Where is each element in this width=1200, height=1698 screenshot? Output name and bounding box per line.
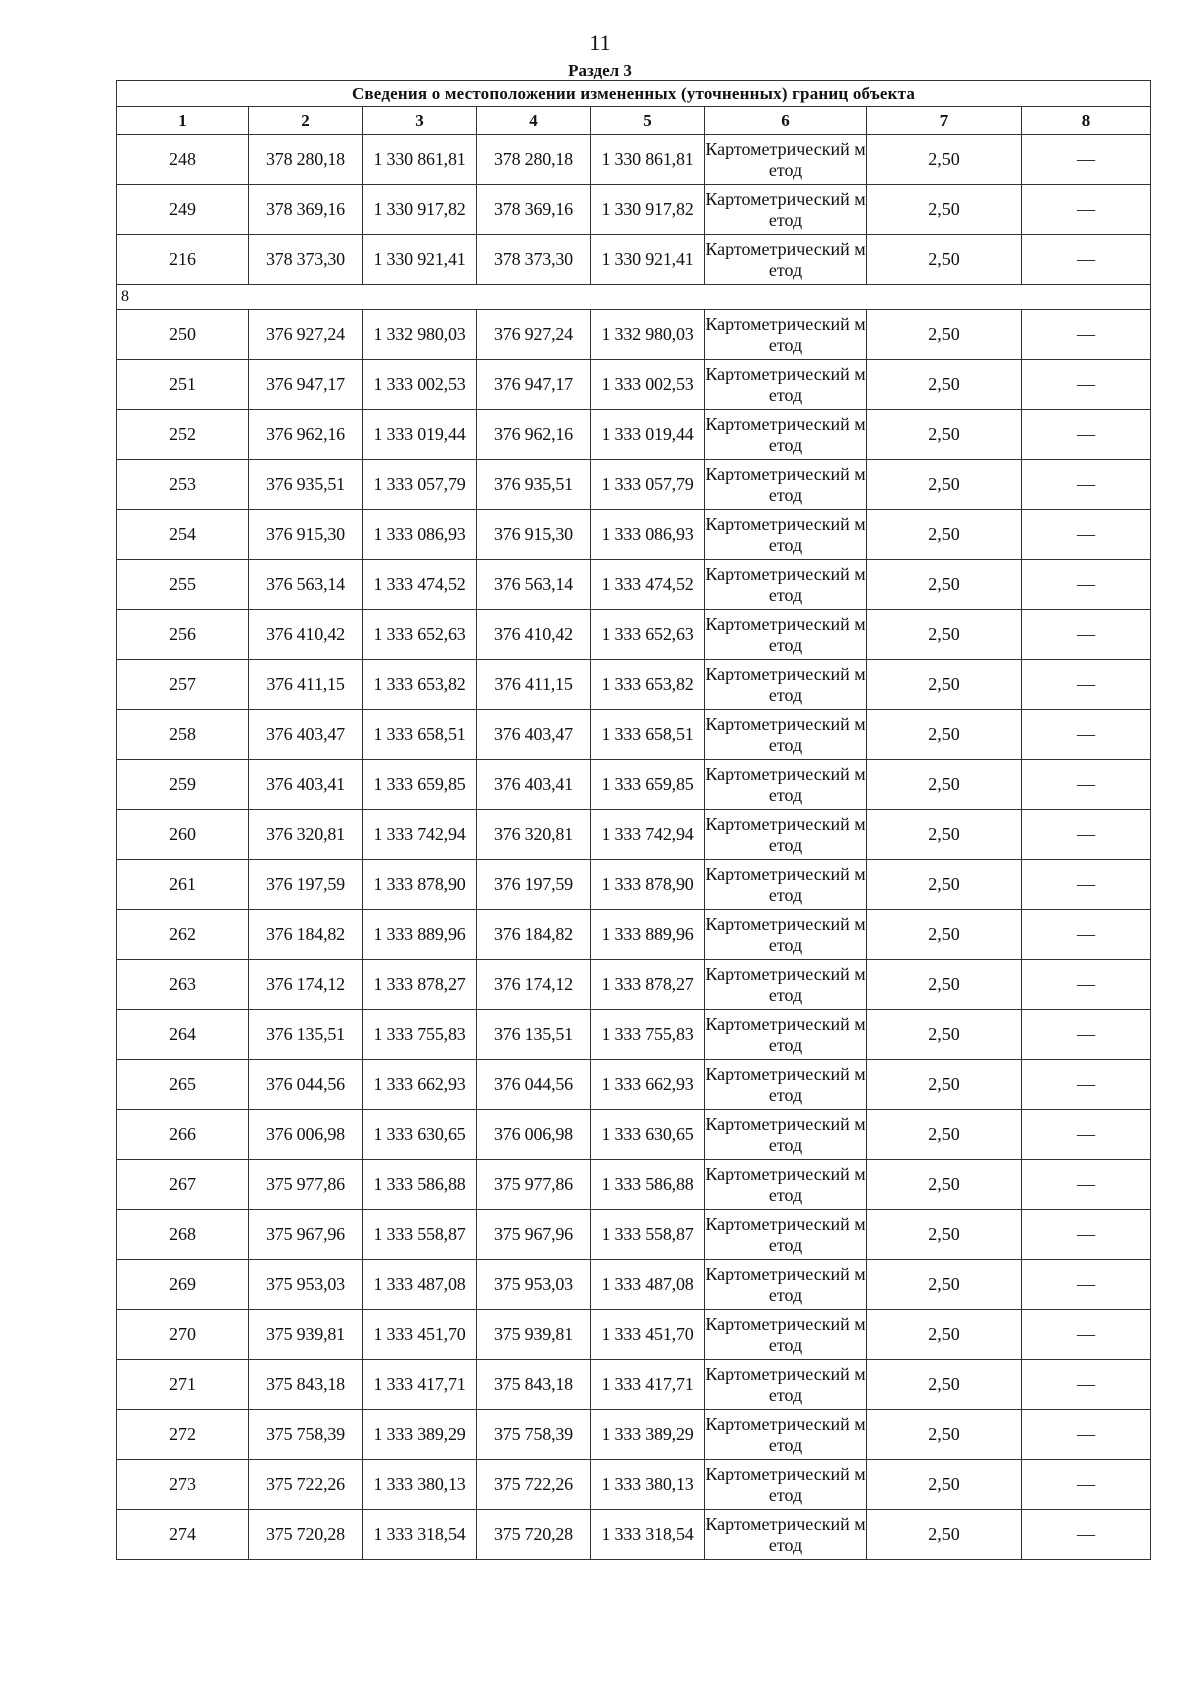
table-row bbox=[117, 1410, 1151, 1460]
method-cell: Картометрический метод bbox=[705, 910, 867, 960]
refined-y-cell: 1 333 086,93 bbox=[591, 510, 705, 560]
refined-y-cell: 1 333 653,82 bbox=[591, 660, 705, 710]
refined-x-cell: 375 939,81 bbox=[477, 1310, 591, 1360]
point-number-cell: 264 bbox=[117, 1010, 249, 1060]
note-cell: — bbox=[1022, 1210, 1151, 1260]
existing-y-cell: 1 333 380,13 bbox=[363, 1460, 477, 1510]
note-cell: — bbox=[1022, 560, 1151, 610]
existing-x-cell: 378 280,18 bbox=[249, 135, 363, 185]
existing-x-cell: 376 927,24 bbox=[249, 310, 363, 360]
table-row bbox=[117, 135, 1151, 185]
method-cell: Картометрический метод bbox=[705, 610, 867, 660]
note-cell: — bbox=[1022, 660, 1151, 710]
method-cell: Картометрический метод bbox=[705, 410, 867, 460]
method-cell: Картометрический метод bbox=[705, 1310, 867, 1360]
page-number: 11 bbox=[589, 30, 611, 55]
refined-y-cell: 1 333 586,88 bbox=[591, 1160, 705, 1210]
method-cell: Картометрический метод bbox=[705, 960, 867, 1010]
table-row bbox=[117, 660, 1151, 710]
table-row bbox=[117, 360, 1151, 410]
column-number: 4 bbox=[477, 107, 591, 135]
point-number-cell: 250 bbox=[117, 310, 249, 360]
note-cell: — bbox=[1022, 760, 1151, 810]
column-number: 1 bbox=[117, 107, 249, 135]
refined-x-cell: 376 135,51 bbox=[477, 1010, 591, 1060]
method-cell: Картометрический метод bbox=[705, 1210, 867, 1260]
point-number-cell: 256 bbox=[117, 610, 249, 660]
refined-x-cell: 375 843,18 bbox=[477, 1360, 591, 1410]
note-cell: — bbox=[1022, 460, 1151, 510]
table-row bbox=[117, 1310, 1151, 1360]
refined-x-cell: 376 962,16 bbox=[477, 410, 591, 460]
table-row bbox=[117, 1060, 1151, 1110]
existing-x-cell: 376 403,47 bbox=[249, 710, 363, 760]
note-cell: — bbox=[1022, 860, 1151, 910]
refined-x-cell: 376 174,12 bbox=[477, 960, 591, 1010]
table-row bbox=[117, 760, 1151, 810]
existing-y-cell: 1 332 980,03 bbox=[363, 310, 477, 360]
point-number-cell: 266 bbox=[117, 1110, 249, 1160]
note-cell: — bbox=[1022, 1160, 1151, 1210]
refined-y-cell: 1 333 558,87 bbox=[591, 1210, 705, 1260]
table-row bbox=[117, 510, 1151, 560]
method-cell: Картометрический метод bbox=[705, 1010, 867, 1060]
existing-y-cell: 1 333 417,71 bbox=[363, 1360, 477, 1410]
note-cell: — bbox=[1022, 410, 1151, 460]
table-body bbox=[117, 135, 1151, 1560]
refined-x-cell: 376 403,41 bbox=[477, 760, 591, 810]
existing-x-cell: 376 197,59 bbox=[249, 860, 363, 910]
refined-x-cell: 376 927,24 bbox=[477, 310, 591, 360]
existing-y-cell: 1 333 086,93 bbox=[363, 510, 477, 560]
note-cell: — bbox=[1022, 310, 1151, 360]
refined-x-cell: 376 006,98 bbox=[477, 1110, 591, 1160]
refined-x-cell: 376 320,81 bbox=[477, 810, 591, 860]
existing-y-cell: 1 333 019,44 bbox=[363, 410, 477, 460]
note-cell: — bbox=[1022, 960, 1151, 1010]
boundary-coordinates-table bbox=[116, 80, 1151, 1560]
existing-y-cell: 1 333 755,83 bbox=[363, 1010, 477, 1060]
precision-cell: 2,50 bbox=[867, 610, 1022, 660]
table-row bbox=[117, 710, 1151, 760]
precision-cell: 2,50 bbox=[867, 1210, 1022, 1260]
method-cell: Картометрический метод bbox=[705, 235, 867, 285]
existing-x-cell: 376 135,51 bbox=[249, 1010, 363, 1060]
point-number-cell: 262 bbox=[117, 910, 249, 960]
refined-x-cell: 376 184,82 bbox=[477, 910, 591, 960]
existing-x-cell: 376 411,15 bbox=[249, 660, 363, 710]
existing-y-cell: 1 333 878,27 bbox=[363, 960, 477, 1010]
point-number-cell: 261 bbox=[117, 860, 249, 910]
existing-x-cell: 376 320,81 bbox=[249, 810, 363, 860]
precision-cell: 2,50 bbox=[867, 185, 1022, 235]
existing-x-cell: 375 720,28 bbox=[249, 1510, 363, 1560]
point-number-cell: 274 bbox=[117, 1510, 249, 1560]
precision-cell: 2,50 bbox=[867, 760, 1022, 810]
precision-cell: 2,50 bbox=[867, 1010, 1022, 1060]
point-number-cell: 255 bbox=[117, 560, 249, 610]
table-row bbox=[117, 1010, 1151, 1060]
table-row bbox=[117, 1360, 1151, 1410]
refined-x-cell: 378 369,16 bbox=[477, 185, 591, 235]
precision-cell: 2,50 bbox=[867, 560, 1022, 610]
table-row bbox=[117, 1160, 1151, 1210]
existing-x-cell: 375 953,03 bbox=[249, 1260, 363, 1310]
point-number-cell: 273 bbox=[117, 1460, 249, 1510]
existing-x-cell: 376 563,14 bbox=[249, 560, 363, 610]
refined-y-cell: 1 333 417,71 bbox=[591, 1360, 705, 1410]
refined-y-cell: 1 330 861,81 bbox=[591, 135, 705, 185]
point-number-cell: 259 bbox=[117, 760, 249, 810]
table-caption: Сведения о местоположении измененных (уточненных) границ объекта bbox=[117, 81, 1151, 107]
precision-cell: 2,50 bbox=[867, 1510, 1022, 1560]
refined-x-cell: 376 044,56 bbox=[477, 1060, 591, 1110]
table-row bbox=[117, 1110, 1151, 1160]
method-cell: Картометрический метод bbox=[705, 710, 867, 760]
note-cell: — bbox=[1022, 1360, 1151, 1410]
note-cell: — bbox=[1022, 810, 1151, 860]
method-cell: Картометрический метод bbox=[705, 185, 867, 235]
existing-y-cell: 1 333 742,94 bbox=[363, 810, 477, 860]
refined-x-cell: 375 722,26 bbox=[477, 1460, 591, 1510]
section-title: Раздел 3 bbox=[568, 61, 632, 80]
method-cell: Картометрический метод bbox=[705, 135, 867, 185]
point-number-cell: 265 bbox=[117, 1060, 249, 1110]
point-number-cell: 257 bbox=[117, 660, 249, 710]
method-cell: Картометрический метод bbox=[705, 1360, 867, 1410]
existing-y-cell: 1 333 558,87 bbox=[363, 1210, 477, 1260]
note-cell: — bbox=[1022, 1310, 1151, 1360]
table-row bbox=[117, 1260, 1151, 1310]
refined-y-cell: 1 333 474,52 bbox=[591, 560, 705, 610]
existing-y-cell: 1 333 889,96 bbox=[363, 910, 477, 960]
table-row bbox=[117, 560, 1151, 610]
refined-y-cell: 1 333 659,85 bbox=[591, 760, 705, 810]
refined-x-cell: 376 915,30 bbox=[477, 510, 591, 560]
note-cell: — bbox=[1022, 235, 1151, 285]
note-cell: — bbox=[1022, 610, 1151, 660]
refined-x-cell: 376 935,51 bbox=[477, 460, 591, 510]
point-number-cell: 258 bbox=[117, 710, 249, 760]
existing-x-cell: 375 967,96 bbox=[249, 1210, 363, 1260]
table-row bbox=[117, 1510, 1151, 1560]
method-cell: Картометрический метод bbox=[705, 1510, 867, 1560]
method-cell: Картометрический метод bbox=[705, 460, 867, 510]
precision-cell: 2,50 bbox=[867, 960, 1022, 1010]
note-cell: — bbox=[1022, 1510, 1151, 1560]
table-row bbox=[117, 310, 1151, 360]
existing-y-cell: 1 330 861,81 bbox=[363, 135, 477, 185]
existing-x-cell: 376 947,17 bbox=[249, 360, 363, 410]
note-cell: — bbox=[1022, 1010, 1151, 1060]
note-cell: — bbox=[1022, 1460, 1151, 1510]
precision-cell: 2,50 bbox=[867, 1110, 1022, 1160]
table-row bbox=[117, 860, 1151, 910]
point-number-cell: 248 bbox=[117, 135, 249, 185]
precision-cell: 2,50 bbox=[867, 1360, 1022, 1410]
existing-x-cell: 376 184,82 bbox=[249, 910, 363, 960]
note-cell: — bbox=[1022, 910, 1151, 960]
existing-x-cell: 376 915,30 bbox=[249, 510, 363, 560]
refined-x-cell: 375 953,03 bbox=[477, 1260, 591, 1310]
existing-x-cell: 375 843,18 bbox=[249, 1360, 363, 1410]
existing-x-cell: 375 977,86 bbox=[249, 1160, 363, 1210]
existing-y-cell: 1 333 658,51 bbox=[363, 710, 477, 760]
refined-y-cell: 1 333 451,70 bbox=[591, 1310, 705, 1360]
point-number-cell: 271 bbox=[117, 1360, 249, 1410]
precision-cell: 2,50 bbox=[867, 860, 1022, 910]
existing-x-cell: 378 373,30 bbox=[249, 235, 363, 285]
existing-y-cell: 1 333 057,79 bbox=[363, 460, 477, 510]
point-number-cell: 269 bbox=[117, 1260, 249, 1310]
method-cell: Картометрический метод bbox=[705, 560, 867, 610]
point-number-cell: 260 bbox=[117, 810, 249, 860]
refined-y-cell: 1 330 917,82 bbox=[591, 185, 705, 235]
refined-x-cell: 375 720,28 bbox=[477, 1510, 591, 1560]
method-cell: Картометрический метод bbox=[705, 1160, 867, 1210]
table-row bbox=[117, 810, 1151, 860]
refined-y-cell: 1 333 002,53 bbox=[591, 360, 705, 410]
note-cell: — bbox=[1022, 1260, 1151, 1310]
table-row bbox=[117, 410, 1151, 460]
table-row bbox=[117, 1460, 1151, 1510]
existing-y-cell: 1 333 662,93 bbox=[363, 1060, 477, 1110]
method-cell: Картометрический метод bbox=[705, 510, 867, 560]
existing-x-cell: 376 935,51 bbox=[249, 460, 363, 510]
table-row bbox=[117, 960, 1151, 1010]
point-number-cell: 263 bbox=[117, 960, 249, 1010]
existing-y-cell: 1 333 652,63 bbox=[363, 610, 477, 660]
contour-number: 8 bbox=[117, 285, 1151, 310]
refined-x-cell: 378 373,30 bbox=[477, 235, 591, 285]
refined-y-cell: 1 332 980,03 bbox=[591, 310, 705, 360]
refined-y-cell: 1 333 019,44 bbox=[591, 410, 705, 460]
existing-x-cell: 376 006,98 bbox=[249, 1110, 363, 1160]
precision-cell: 2,50 bbox=[867, 710, 1022, 760]
refined-x-cell: 376 947,17 bbox=[477, 360, 591, 410]
refined-y-cell: 1 333 755,83 bbox=[591, 1010, 705, 1060]
point-number-cell: 253 bbox=[117, 460, 249, 510]
method-cell: Картометрический метод bbox=[705, 1260, 867, 1310]
refined-y-cell: 1 333 878,27 bbox=[591, 960, 705, 1010]
method-cell: Картометрический метод bbox=[705, 860, 867, 910]
existing-y-cell: 1 333 474,52 bbox=[363, 560, 477, 610]
existing-y-cell: 1 333 878,90 bbox=[363, 860, 477, 910]
note-cell: — bbox=[1022, 710, 1151, 760]
precision-cell: 2,50 bbox=[867, 410, 1022, 460]
refined-x-cell: 375 967,96 bbox=[477, 1210, 591, 1260]
note-cell: — bbox=[1022, 135, 1151, 185]
existing-x-cell: 375 939,81 bbox=[249, 1310, 363, 1360]
column-number: 6 bbox=[705, 107, 867, 135]
refined-y-cell: 1 333 630,65 bbox=[591, 1110, 705, 1160]
column-number: 2 bbox=[249, 107, 363, 135]
existing-y-cell: 1 333 487,08 bbox=[363, 1260, 477, 1310]
existing-y-cell: 1 333 389,29 bbox=[363, 1410, 477, 1460]
table-row bbox=[117, 460, 1151, 510]
note-cell: — bbox=[1022, 185, 1151, 235]
existing-y-cell: 1 333 586,88 bbox=[363, 1160, 477, 1210]
existing-x-cell: 376 410,42 bbox=[249, 610, 363, 660]
table-row bbox=[117, 235, 1151, 285]
refined-x-cell: 376 411,15 bbox=[477, 660, 591, 710]
method-cell: Картометрический метод bbox=[705, 810, 867, 860]
table-row bbox=[117, 610, 1151, 660]
note-cell: — bbox=[1022, 1060, 1151, 1110]
existing-x-cell: 376 174,12 bbox=[249, 960, 363, 1010]
existing-y-cell: 1 333 451,70 bbox=[363, 1310, 477, 1360]
refined-y-cell: 1 333 652,63 bbox=[591, 610, 705, 660]
refined-y-cell: 1 333 742,94 bbox=[591, 810, 705, 860]
column-number: 8 bbox=[1022, 107, 1151, 135]
refined-y-cell: 1 333 389,29 bbox=[591, 1410, 705, 1460]
column-number: 3 bbox=[363, 107, 477, 135]
method-cell: Картометрический метод bbox=[705, 760, 867, 810]
table-row bbox=[117, 185, 1151, 235]
existing-y-cell: 1 330 917,82 bbox=[363, 185, 477, 235]
method-cell: Картометрический метод bbox=[705, 660, 867, 710]
method-cell: Картометрический метод bbox=[705, 360, 867, 410]
refined-y-cell: 1 330 921,41 bbox=[591, 235, 705, 285]
precision-cell: 2,50 bbox=[867, 135, 1022, 185]
refined-y-cell: 1 333 057,79 bbox=[591, 460, 705, 510]
point-number-cell: 268 bbox=[117, 1210, 249, 1260]
existing-y-cell: 1 333 659,85 bbox=[363, 760, 477, 810]
existing-x-cell: 376 962,16 bbox=[249, 410, 363, 460]
point-number-cell: 249 bbox=[117, 185, 249, 235]
note-cell: — bbox=[1022, 1410, 1151, 1460]
table-row bbox=[117, 1210, 1151, 1260]
method-cell: Картометрический метод bbox=[705, 1410, 867, 1460]
refined-y-cell: 1 333 878,90 bbox=[591, 860, 705, 910]
refined-y-cell: 1 333 662,93 bbox=[591, 1060, 705, 1110]
existing-y-cell: 1 333 653,82 bbox=[363, 660, 477, 710]
precision-cell: 2,50 bbox=[867, 360, 1022, 410]
method-cell: Картометрический метод bbox=[705, 1060, 867, 1110]
precision-cell: 2,50 bbox=[867, 1460, 1022, 1510]
existing-y-cell: 1 330 921,41 bbox=[363, 235, 477, 285]
refined-x-cell: 375 758,39 bbox=[477, 1410, 591, 1460]
precision-cell: 2,50 bbox=[867, 1410, 1022, 1460]
precision-cell: 2,50 bbox=[867, 660, 1022, 710]
refined-y-cell: 1 333 380,13 bbox=[591, 1460, 705, 1510]
refined-x-cell: 375 977,86 bbox=[477, 1160, 591, 1210]
precision-cell: 2,50 bbox=[867, 510, 1022, 560]
precision-cell: 2,50 bbox=[867, 1060, 1022, 1110]
refined-x-cell: 376 403,47 bbox=[477, 710, 591, 760]
refined-y-cell: 1 333 318,54 bbox=[591, 1510, 705, 1560]
existing-x-cell: 375 722,26 bbox=[249, 1460, 363, 1510]
point-number-cell: 254 bbox=[117, 510, 249, 560]
refined-x-cell: 376 563,14 bbox=[477, 560, 591, 610]
precision-cell: 2,50 bbox=[867, 910, 1022, 960]
existing-x-cell: 376 403,41 bbox=[249, 760, 363, 810]
refined-y-cell: 1 333 658,51 bbox=[591, 710, 705, 760]
point-number-cell: 251 bbox=[117, 360, 249, 410]
method-cell: Картометрический метод bbox=[705, 310, 867, 360]
method-cell: Картометрический метод bbox=[705, 1460, 867, 1510]
precision-cell: 2,50 bbox=[867, 235, 1022, 285]
precision-cell: 2,50 bbox=[867, 1160, 1022, 1210]
refined-y-cell: 1 333 889,96 bbox=[591, 910, 705, 960]
note-cell: — bbox=[1022, 510, 1151, 560]
column-number: 5 bbox=[591, 107, 705, 135]
point-number-cell: 272 bbox=[117, 1410, 249, 1460]
precision-cell: 2,50 bbox=[867, 1260, 1022, 1310]
method-cell: Картометрический метод bbox=[705, 1110, 867, 1160]
existing-x-cell: 375 758,39 bbox=[249, 1410, 363, 1460]
existing-y-cell: 1 333 002,53 bbox=[363, 360, 477, 410]
precision-cell: 2,50 bbox=[867, 810, 1022, 860]
refined-x-cell: 376 197,59 bbox=[477, 860, 591, 910]
refined-x-cell: 376 410,42 bbox=[477, 610, 591, 660]
refined-y-cell: 1 333 487,08 bbox=[591, 1260, 705, 1310]
point-number-cell: 252 bbox=[117, 410, 249, 460]
point-number-cell: 267 bbox=[117, 1160, 249, 1210]
existing-x-cell: 378 369,16 bbox=[249, 185, 363, 235]
table-row bbox=[117, 910, 1151, 960]
refined-x-cell: 378 280,18 bbox=[477, 135, 591, 185]
note-cell: — bbox=[1022, 1110, 1151, 1160]
existing-x-cell: 376 044,56 bbox=[249, 1060, 363, 1110]
existing-y-cell: 1 333 318,54 bbox=[363, 1510, 477, 1560]
note-cell: — bbox=[1022, 360, 1151, 410]
column-number: 7 bbox=[867, 107, 1022, 135]
contour-group-row bbox=[117, 285, 1151, 310]
precision-cell: 2,50 bbox=[867, 1310, 1022, 1360]
point-number-cell: 270 bbox=[117, 1310, 249, 1360]
precision-cell: 2,50 bbox=[867, 460, 1022, 510]
precision-cell: 2,50 bbox=[867, 310, 1022, 360]
point-number-cell: 216 bbox=[117, 235, 249, 285]
existing-y-cell: 1 333 630,65 bbox=[363, 1110, 477, 1160]
